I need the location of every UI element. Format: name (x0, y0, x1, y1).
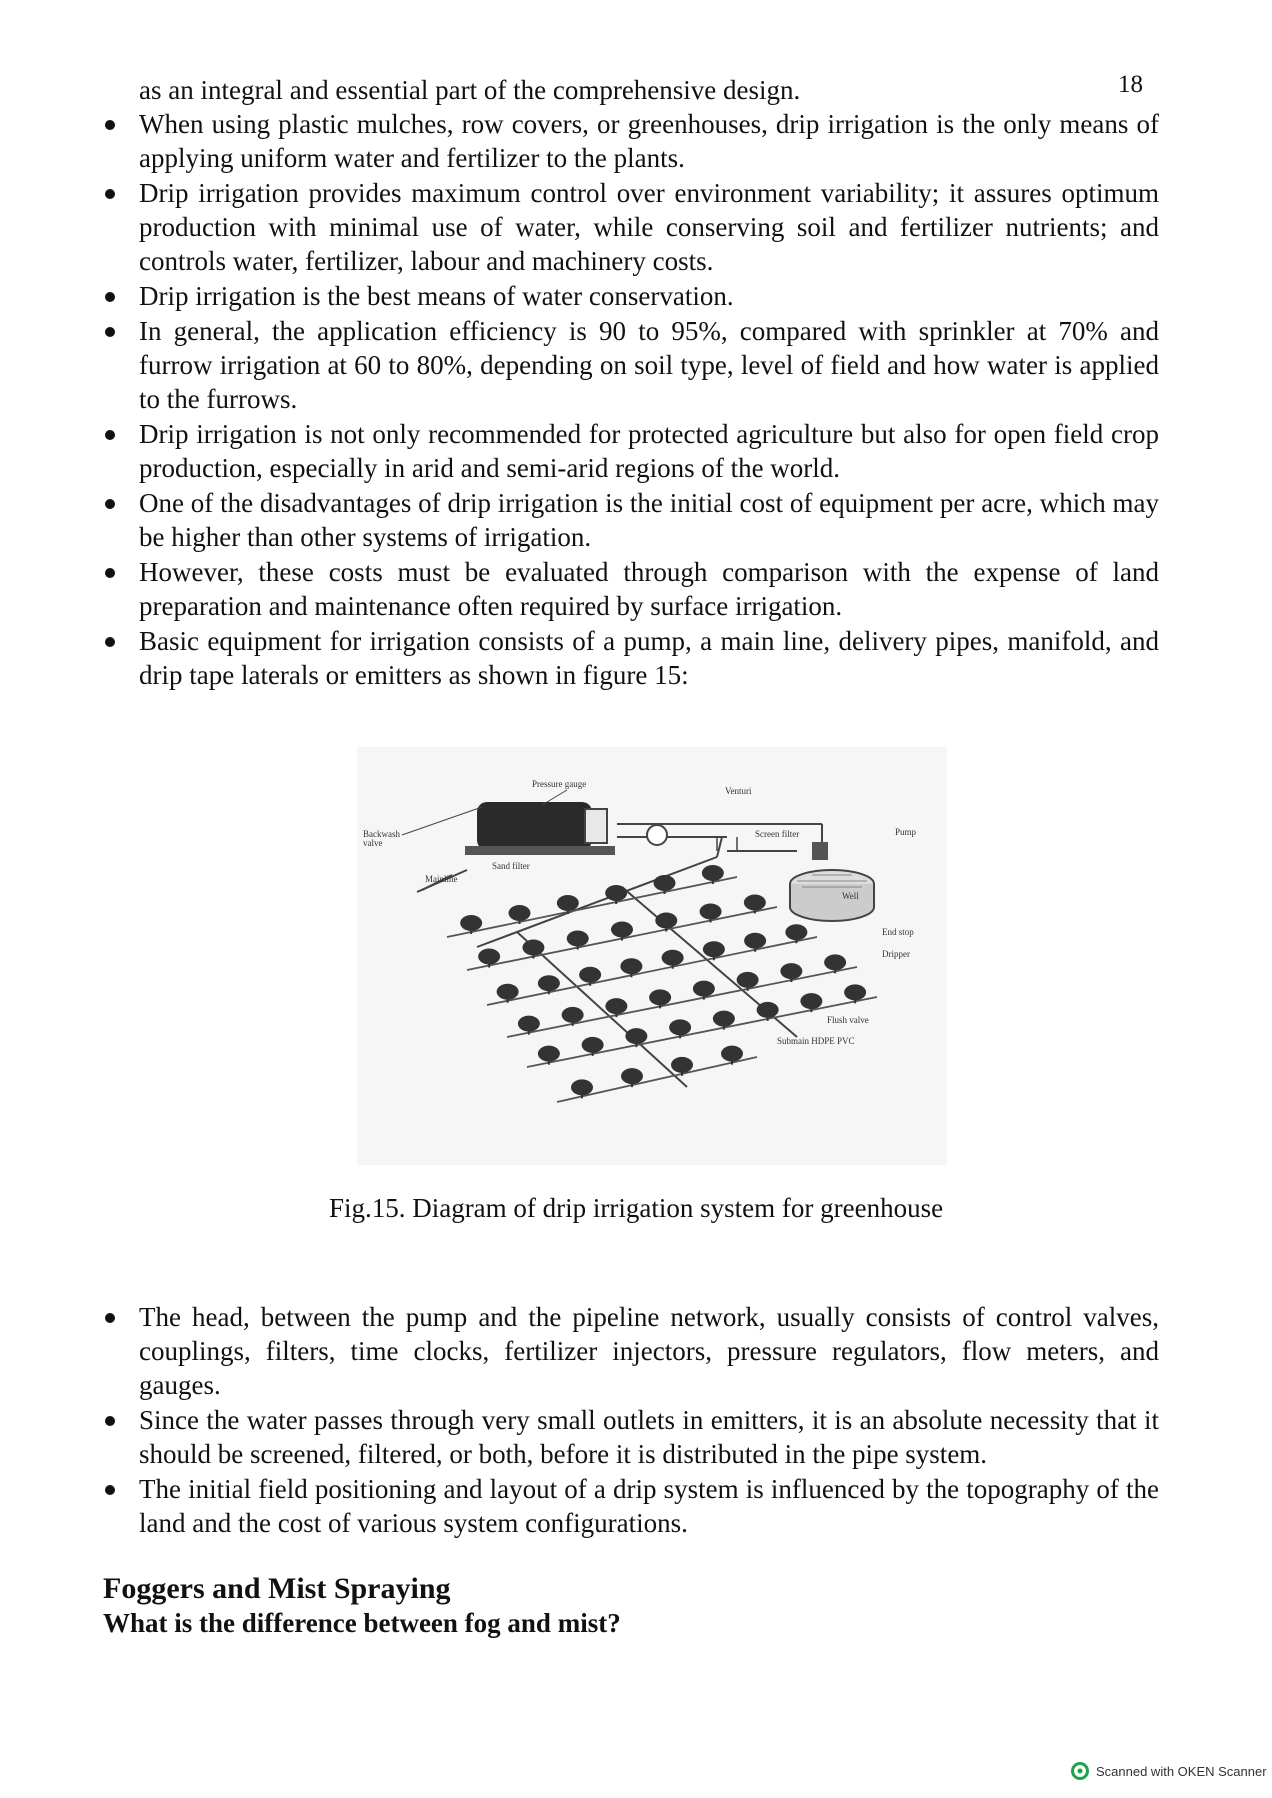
label-submain: Submain HDPE PVC (777, 1036, 855, 1046)
screen-filter-icon (647, 825, 667, 845)
scanner-logo-icon (1071, 1762, 1089, 1780)
plant-icon (737, 972, 759, 988)
bullet-list-bottom (100, 1300, 1159, 1541)
plant-icon (522, 940, 544, 956)
label-sand-filter: Sand filter (492, 861, 530, 871)
plant-icon (744, 933, 766, 949)
continuation-text: as an integral and essential part of the comprehensive design. (139, 75, 801, 105)
page-number: 18 (1118, 71, 1143, 98)
plant-icon (605, 998, 627, 1014)
plant-icon (557, 895, 579, 911)
label-pump: Pump (895, 827, 917, 837)
plant-icon (655, 913, 677, 929)
plant-icon (460, 915, 482, 931)
label-screen-filter: Screen filter (755, 829, 800, 839)
plant-icon (605, 885, 627, 901)
plant-icon (844, 984, 866, 1000)
plant-icon (713, 1011, 735, 1027)
list-item: Drip irrigation provides maximum control over environment variability; it assures optimum production with minimal use of water, while conserving soil and fertilizer nutrients; and controls water, fertilizer, labour and machinery costs. (100, 176, 1159, 278)
label-dripper: Dripper (882, 949, 910, 959)
plant-icon (571, 1079, 593, 1095)
plant-icon (669, 1019, 691, 1035)
label-mainline: Mainline (425, 874, 458, 884)
label-well: Well (842, 891, 859, 901)
list-item: When using plastic mulches, row covers, or greenhouses, drip irrigation is the only means of applying uniform water and fertilizer to the plants. (100, 107, 1159, 175)
plant-icon (625, 1028, 647, 1044)
bullet-list-top (100, 107, 1159, 693)
plant-icon (800, 993, 822, 1009)
plant-icon (567, 931, 589, 947)
scanner-text: Scanned with OKEN Scanner (1096, 1763, 1267, 1779)
plant-icon (579, 967, 601, 983)
plant-icon (671, 1057, 693, 1073)
plant-icon (620, 958, 642, 974)
label-backwash-valve: Backwash (363, 829, 400, 839)
label-backwash-valve-2: valve (363, 838, 383, 848)
figure-caption: Fig.15. Diagram of drip irrigation system for greenhouse (328, 1193, 944, 1223)
plant-icon (518, 1016, 540, 1032)
plant-icon (780, 963, 802, 979)
plant-icon (744, 895, 766, 911)
pump-icon (812, 842, 828, 860)
plant-icon (785, 924, 807, 940)
plant-icon (478, 949, 500, 965)
list-item: However, these costs must be evaluated through comparison with the expense of land preparation and maintenance often required by surface irrigation. (100, 555, 1159, 623)
plant-icon (700, 904, 722, 920)
plant-icon (757, 1002, 779, 1018)
plant-icon (702, 865, 724, 881)
plant-icon (497, 984, 519, 1000)
label-pressure-gauge: Pressure gauge (532, 779, 587, 789)
plant-icon (562, 1007, 584, 1023)
label-end-stop: End stop (882, 927, 914, 937)
list-item: Since the water passes through very small outlets in emitters, it is an absolute necessity that it should be screened, filtered, or both, before it is distributed in the pipe system. (100, 1403, 1159, 1471)
plant-icon (824, 954, 846, 970)
sand-filter-icon (465, 802, 615, 855)
plant-icon (721, 1046, 743, 1062)
list-item: In general, the application efficiency is 90 to 95%, compared with sprinkler at 70% and furrow irrigation at 60 to 80%, depending on soil type, level of field and how water is applied to the furrows. (100, 314, 1159, 416)
section-subheading: What is the difference between fog and mist? (103, 1608, 621, 1638)
plant-icon (538, 975, 560, 991)
plant-icon (621, 1068, 643, 1084)
plant-icon (509, 905, 531, 921)
plant-icon (662, 950, 684, 966)
section-heading: Foggers and Mist Spraying (103, 1572, 451, 1605)
plant-icon (538, 1046, 560, 1062)
scanner-watermark (1071, 1762, 1267, 1780)
list-item: One of the disadvantages of drip irrigation is the initial cost of equipment per acre, which may be higher than other systems of irrigation. (100, 486, 1159, 554)
list-item: Drip irrigation is the best means of water conservation. (100, 279, 1159, 313)
label-flush-valve: Flush valve (827, 1015, 869, 1025)
plant-icon (703, 941, 725, 957)
list-item: The head, between the pump and the pipeline network, usually consists of control valves, couplings, filters, time clocks, fertilizer injectors, pressure regulators, flow meters, and gauges. (100, 1300, 1159, 1402)
list-item: The initial field positioning and layout of a drip system is influenced by the topography of the land and the cost of various system configurations. (100, 1472, 1159, 1540)
well-icon (790, 870, 874, 921)
label-venturi: Venturi (725, 786, 752, 796)
plant-icon (649, 989, 671, 1005)
plant-icon (693, 981, 715, 997)
plant-icon (611, 922, 633, 938)
list-item: Drip irrigation is not only recommended for protected agriculture but also for open field crop production, especially in arid and semi-arid regions of the world. (100, 417, 1159, 485)
list-item: Basic equipment for irrigation consists of a pump, a main line, delivery pipes, manifold, and drip tape laterals or emitters as shown in figure 15: (100, 624, 1159, 692)
plant-icon (582, 1037, 604, 1053)
drip-irrigation-diagram (357, 747, 947, 1165)
plant-icon (654, 875, 676, 891)
